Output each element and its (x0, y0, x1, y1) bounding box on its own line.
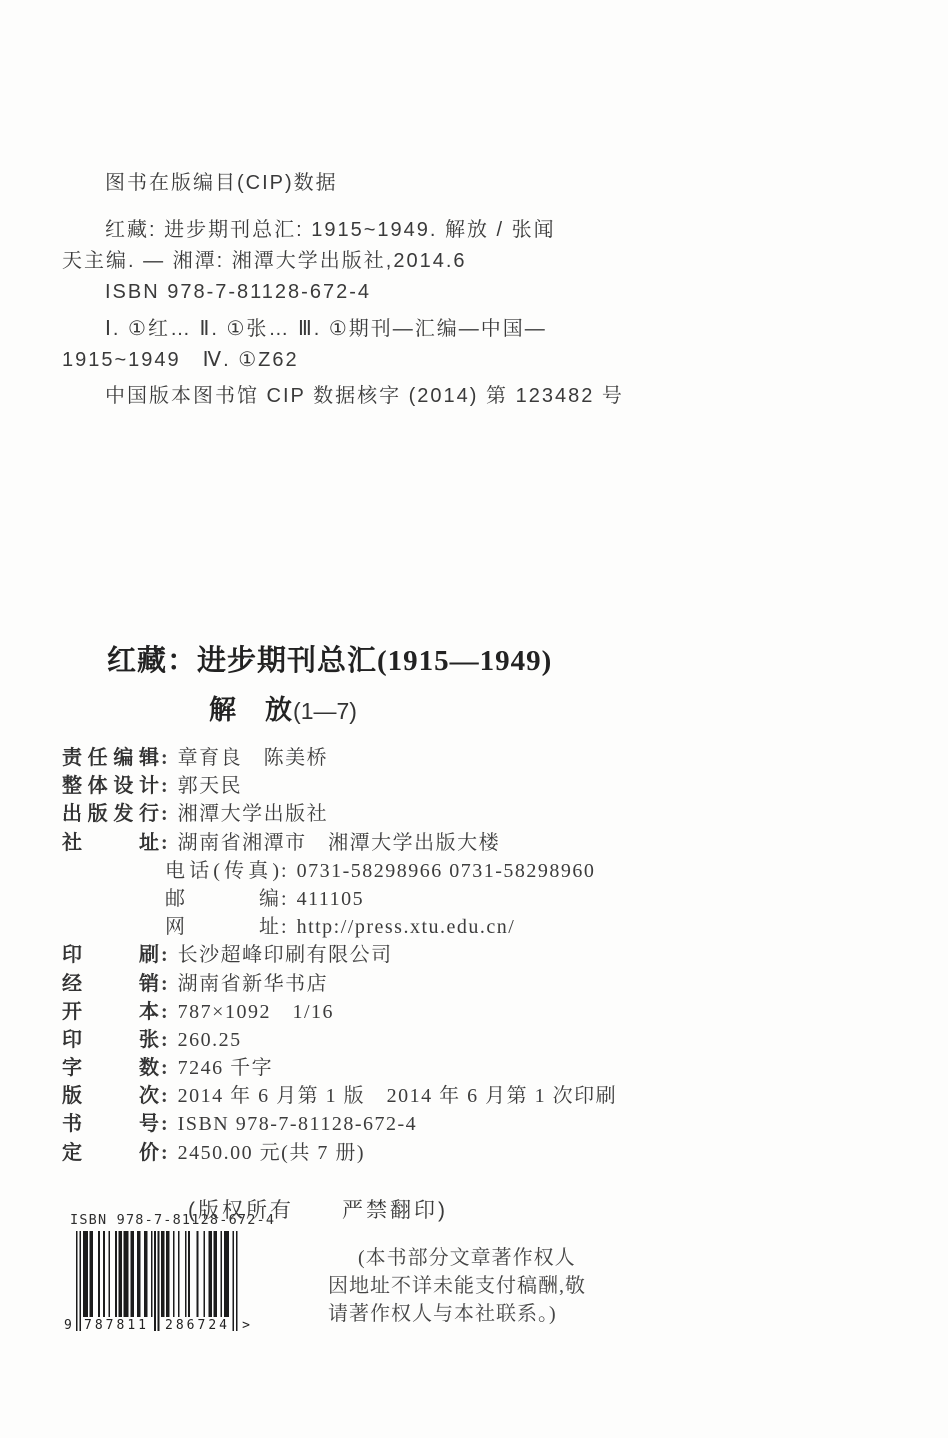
colophon-row-colon: : (161, 1000, 168, 1023)
cip-classification-line-2: 1915~1949 Ⅳ. ①Z62 (62, 349, 299, 371)
colophon-row-colon: : (161, 1057, 168, 1080)
colophon-row-colon: : (161, 1113, 168, 1136)
colophon-row-colon: : (161, 1085, 168, 1108)
colophon-row-label: 经销 (62, 972, 159, 995)
colophon-row-value: 7246 千字 (177, 1057, 274, 1080)
book-subtitle-name: 解 放 (209, 695, 294, 725)
barcode-arrow: > (242, 1318, 250, 1333)
colophon-row (62, 1107, 762, 1135)
colophon-row-colon: : (161, 944, 168, 967)
colophon-row-value: 0731-58298966 0731-58298960 (296, 859, 596, 882)
cip-classification-line-1: Ⅰ. ①红… Ⅱ. ①张… Ⅲ. ①期刊—汇编—中国— (105, 318, 547, 340)
barcode-bars (64, 1231, 254, 1347)
rights-note-line-1: (本书部分文章著作权人 (358, 1247, 576, 1269)
colophon-row-value: 湖南省新华书店 (177, 972, 329, 995)
colophon-row-label: 整体设计 (62, 775, 159, 798)
barcode-isbn-text: ISBN 978-7-81128-672-4 (70, 1212, 276, 1228)
colophon-row-value: 260.25 (177, 1028, 242, 1051)
colophon-row (62, 797, 762, 825)
colophon-row-label: 网址 (165, 916, 279, 939)
title-block (107, 638, 553, 727)
colophon-row-colon: : (281, 916, 287, 939)
colophon-row-value: http://press.xtu.edu.cn/ (296, 916, 516, 939)
colophon-row-label: 开本 (62, 1000, 159, 1023)
colophon-row-value: 2450.00 元(共 7 册) (177, 1141, 365, 1164)
isbn-barcode (64, 1212, 276, 1347)
colophon-rows (62, 741, 762, 1164)
colophon-row-colon: : (161, 775, 168, 798)
cip-heading: 图书在版编目(CIP)数据 (105, 172, 338, 194)
colophon-row-label: 定价 (62, 1141, 159, 1164)
colophon-row-label: 责任编辑 (62, 747, 159, 769)
cip-isbn-line: ISBN 978-7-81128-672-4 (105, 281, 371, 303)
colophon-row-label: 电话(传真) (165, 859, 279, 882)
colophon-row-value: 2014 年 6 月第 1 版 2014 年 6 月第 1 次印刷 (177, 1085, 618, 1108)
colophon-row (165, 854, 762, 882)
colophon-row (62, 1136, 762, 1164)
colophon-row-colon: : (161, 747, 168, 769)
colophon-row-label: 印张 (62, 1028, 159, 1051)
barcode-digits (64, 1317, 250, 1333)
colophon-row-value: 湖南省湘潭市 湘潭大学出版大楼 (177, 831, 501, 854)
barcode-digits-left: 787811 (84, 1318, 149, 1333)
rights-note-line-3: 请著作权人与本社联系。) (328, 1303, 557, 1325)
rights-note-line-2: 因地址不详未能支付稿酬,敬 (328, 1275, 586, 1297)
colophon-row-colon: : (281, 887, 287, 910)
colophon-row-colon: : (161, 972, 168, 995)
barcode-digits-right: 286724 (165, 1318, 230, 1333)
colophon-row-colon: : (161, 831, 168, 854)
book-subtitle-volume-range: (1—7) (293, 698, 357, 724)
colophon-row-colon: : (161, 803, 168, 826)
colophon-row-label: 书号 (62, 1113, 159, 1136)
rights-note (328, 1244, 598, 1328)
book-subtitle (107, 688, 459, 727)
colophon-row-value: 787×1092 1/16 (177, 1000, 335, 1023)
colophon-row-label: 字数 (62, 1057, 159, 1080)
colophon-row (165, 910, 762, 938)
colophon-row (62, 741, 762, 769)
colophon-row (62, 967, 762, 995)
colophon-row (62, 769, 762, 797)
colophon-row-label: 印刷 (62, 944, 159, 967)
colophon-row (62, 826, 762, 854)
colophon-row (62, 1079, 762, 1107)
colophon-row-colon: : (161, 1028, 168, 1051)
colophon-row-value: 长沙超峰印刷有限公司 (177, 944, 393, 967)
cip-entry-line-1: 红藏: 进步期刊总汇: 1915~1949. 解放 / 张闻 (105, 219, 556, 241)
colophon-row (165, 882, 762, 910)
colophon-row-value: 411105 (296, 887, 365, 910)
colophon-row-value: ISBN 978-7-81128-672-4 (177, 1113, 418, 1136)
colophon-row-value: 章育良 陈美桥 (177, 747, 329, 769)
barcode-digit-first: 9 (64, 1318, 72, 1333)
colophon-row-colon: : (161, 1141, 168, 1164)
book-title: 红藏：进步期刊总汇(1915—1949) (107, 645, 553, 677)
cip-entry-line-2: 天主编. — 湘潭: 湘潭大学出版社,2014.6 (62, 250, 467, 272)
colophon-row-colon: : (281, 859, 287, 882)
colophon-row (62, 995, 762, 1023)
colophon-row-value: 郭天民 (177, 775, 243, 798)
cip-record-line: 中国版本图书馆 CIP 数据核字 (2014) 第 123482 号 (105, 385, 624, 407)
colophon-row-label: 社址 (62, 831, 159, 854)
colophon-row-label: 出版发行 (62, 803, 159, 826)
colophon-row (62, 1051, 762, 1079)
colophon-row (62, 938, 762, 966)
colophon-row-label: 版次 (62, 1085, 159, 1108)
colophon-row-value: 湘潭大学出版社 (177, 803, 329, 826)
colophon-block (62, 741, 762, 1164)
colophon-row (62, 1023, 762, 1051)
colophon-row-label: 邮编 (165, 887, 279, 910)
cip-block (62, 168, 642, 412)
copyright-notice: (版权所有 严禁翻印) (188, 1199, 448, 1222)
